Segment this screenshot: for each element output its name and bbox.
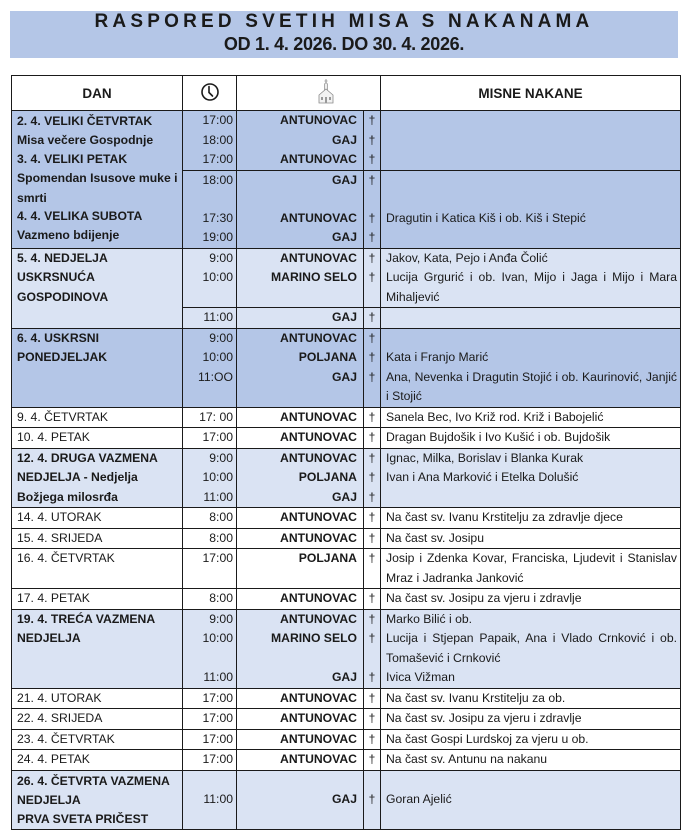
intention-cell: Ana, Nevenka i Dragutin Stojić i ob. Kaurinović, Janjić i Stojić — [381, 368, 681, 408]
intention-cell: Dragan Bujdošik i Ivo Kušić i ob. Bujdošik — [381, 428, 681, 449]
place-cell: ANTUNOVAC — [237, 407, 364, 428]
day-cell — [12, 549, 183, 589]
day-cell — [12, 770, 183, 829]
time-cell: 18:00 — [183, 170, 237, 209]
time-cell: 11:00 — [183, 488, 237, 508]
place-cell: ANTUNOVAC — [237, 448, 364, 468]
time-cell: 19:00 — [183, 228, 237, 248]
time-cell: 17:00 — [183, 428, 237, 449]
cross-icon: † — [364, 729, 381, 750]
time-cell: 11:00 — [183, 668, 237, 688]
cross-icon: † — [364, 468, 381, 488]
time-cell: 17:00 — [183, 549, 237, 589]
cross-icon: † — [364, 407, 381, 428]
table-row — [12, 609, 681, 629]
day-cell — [12, 729, 183, 750]
intention-cell: Goran Ajelić — [381, 770, 681, 829]
time-cell: 17:00 — [183, 688, 237, 709]
church-icon — [317, 79, 335, 108]
cross-icon: † — [364, 170, 381, 209]
day-cell — [12, 609, 183, 688]
table-row — [12, 688, 681, 709]
day-label: 17. 4. PETAK — [17, 591, 90, 605]
day-line: 4. 4. VELIKA SUBOTA — [17, 209, 143, 223]
time-cell: 18:00 — [183, 131, 237, 151]
place-cell: POLJANA — [237, 348, 364, 368]
table-row — [12, 709, 681, 730]
column-header-day: DAN — [12, 76, 183, 111]
place-cell: ANTUNOVAC — [237, 209, 364, 229]
day-label: 21. 4. UTORAK — [17, 690, 102, 705]
place-cell: POLJANA — [237, 468, 364, 488]
table-row — [12, 407, 681, 428]
time-cell: 17:00 — [183, 111, 237, 131]
place-cell: GAJ — [237, 131, 364, 151]
time-cell: 8:00 — [183, 528, 237, 549]
place-cell: ANTUNOVAC — [237, 248, 364, 268]
table-header-row — [12, 76, 681, 111]
day-cell — [12, 589, 183, 610]
cross-icon: † — [364, 448, 381, 468]
place-cell: ANTUNOVAC — [237, 428, 364, 449]
time-cell: 11:00 — [183, 308, 237, 329]
intention-cell — [381, 131, 681, 151]
day-cell — [12, 448, 183, 508]
day-cell — [12, 328, 183, 407]
time-cell: 10:00 — [183, 348, 237, 368]
time-cell: 8:00 — [183, 508, 237, 529]
place-cell: ANTUNOVAC — [237, 750, 364, 771]
time-cell: 9:00 — [183, 248, 237, 268]
place-cell: GAJ — [237, 228, 364, 248]
cross-icon: † — [364, 668, 381, 688]
cross-icon: † — [364, 688, 381, 709]
place-cell: GAJ — [237, 170, 364, 209]
table-row — [12, 508, 681, 529]
intention-cell: Kata i Franjo Marić — [381, 348, 681, 368]
title-banner — [10, 11, 678, 58]
intention-cell: Lucija Grgurić i ob. Ivan, Mijo i Jaga i Mijo i Mara Mihaljević — [381, 268, 681, 308]
column-header-place — [237, 76, 381, 111]
intention-cell: Na čast sv. Ivanu Krstitelju za zdravlje djece — [381, 508, 681, 529]
intention-cell: Na čast sv. Josipu — [381, 528, 681, 549]
place-cell: GAJ — [237, 770, 364, 829]
day-cell — [12, 508, 183, 529]
place-cell: GAJ — [237, 488, 364, 508]
intention-cell: Josip i Zdenka Kovar, Franciska, Ljudevit i Stanislav Mraz i Jadranka Janković — [381, 549, 681, 589]
intention-cell: Dragutin i Katica Kiš i ob. Kiš i Stepić — [381, 209, 681, 229]
time-cell: 17:00 — [183, 150, 237, 170]
time-cell: 17:00 — [183, 729, 237, 750]
table-row — [12, 248, 681, 268]
intention-cell: Na čast sv. Josipu za vjeru i zdravlje — [381, 709, 681, 730]
intention-cell — [381, 488, 681, 508]
place-cell: ANTUNOVAC — [237, 150, 364, 170]
intention-cell: Ivica Vižman — [381, 668, 681, 688]
table-row — [12, 528, 681, 549]
table-row — [12, 589, 681, 610]
table-row — [12, 549, 681, 589]
cross-icon: † — [364, 209, 381, 229]
day-label: 6. 4. USKRSNI PONEDJELJAK — [17, 330, 108, 364]
table-row — [12, 448, 681, 468]
day-cell — [12, 709, 183, 730]
place-cell: ANTUNOVAC — [237, 508, 364, 529]
time-cell: 9:00 — [183, 609, 237, 629]
cross-icon: † — [364, 248, 381, 268]
table-row — [12, 750, 681, 771]
time-cell: 10:00 — [183, 468, 237, 488]
day-line: PRVA SVETA PRIČEST — [17, 811, 149, 826]
day-label: 19. 4. TREĆA VAZMENA NEDJELJA — [17, 611, 155, 645]
day-label: 14. 4. UTORAK — [17, 510, 102, 524]
place-cell: ANTUNOVAC — [237, 609, 364, 629]
day-label: 16. 4. ČETVRTAK — [17, 551, 115, 565]
place-cell: GAJ — [237, 668, 364, 688]
day-cell — [12, 407, 183, 428]
day-line: Vazmeno bdijenje — [17, 228, 120, 242]
intention-cell — [381, 111, 681, 131]
cross-icon: † — [364, 609, 381, 629]
day-line: 26. 4. ČETVRTA VAZMENA — [17, 773, 170, 788]
day-cell — [12, 248, 183, 328]
day-line: Spomendan Isusove muke i smrti — [17, 171, 178, 205]
day-cell — [12, 111, 183, 249]
day-label: 15. 4. SRIJEDA — [17, 530, 103, 545]
cross-icon: † — [364, 528, 381, 549]
cross-icon: † — [364, 770, 381, 829]
day-line: 2. 4. VELIKI ČETVRTAK — [17, 114, 153, 128]
cross-icon: † — [364, 368, 381, 408]
day-cell — [12, 750, 183, 771]
time-cell: 11:OO — [183, 368, 237, 408]
place-cell: ANTUNOVAC — [237, 528, 364, 549]
time-cell: 10:00 — [183, 268, 237, 308]
day-cell — [12, 688, 183, 709]
day-line: NEDJELJA — [17, 792, 81, 807]
time-cell: 17: 00 — [183, 407, 237, 428]
time-cell: 9:00 — [183, 448, 237, 468]
intention-cell — [381, 328, 681, 348]
cross-icon: † — [364, 348, 381, 368]
day-cell — [12, 428, 183, 449]
place-cell: GAJ — [237, 368, 364, 408]
cross-icon: † — [364, 268, 381, 308]
intention-cell: Marko Bilić i ob. — [381, 609, 681, 629]
place-cell: ANTUNOVAC — [237, 709, 364, 730]
intention-cell: Ivan i Ana Marković i Etelka Dolušić — [381, 468, 681, 488]
cross-icon: † — [364, 629, 381, 668]
day-label: 9. 4. ČETVRTAK — [17, 409, 108, 424]
page-title: RASPORED SVETIH MISA S NAKANAMA — [94, 11, 594, 32]
cross-icon: † — [364, 131, 381, 151]
cross-icon: † — [364, 111, 381, 131]
cross-icon: † — [364, 709, 381, 730]
place-cell: MARINO SELO — [237, 268, 364, 308]
table-row — [12, 428, 681, 449]
time-cell: 8:00 — [183, 589, 237, 610]
intention-cell — [381, 308, 681, 329]
place-cell: ANTUNOVAC — [237, 729, 364, 750]
day-label: 10. 4. PETAK — [17, 430, 90, 444]
intention-cell — [381, 170, 681, 209]
cross-icon: † — [364, 428, 381, 449]
table-row — [12, 111, 681, 131]
time-cell: 17:00 — [183, 750, 237, 771]
cross-icon: † — [364, 549, 381, 589]
table-row — [12, 729, 681, 750]
place-cell: ANTUNOVAC — [237, 111, 364, 131]
day-label: 12. 4. DRUGA VAZMENA NEDJELJA - Nedjelja Božjega milosrđa — [17, 450, 158, 504]
cross-icon: † — [364, 750, 381, 771]
intention-cell: Na čast sv. Josipu za vjeru i zdravlje — [381, 589, 681, 610]
intention-cell: Sanela Bec, Ivo Križ rod. Križ i Babojelić — [381, 407, 681, 428]
place-cell: ANTUNOVAC — [237, 589, 364, 610]
time-cell: 10:00 — [183, 629, 237, 668]
date-range: OD 1. 4. 2026. DO 30. 4. 2026. — [223, 34, 465, 54]
place-cell: MARINO SELO — [237, 629, 364, 668]
cross-icon: † — [364, 308, 381, 329]
time-cell: 11:00 — [183, 770, 237, 829]
intention-cell: Na čast sv. Ivanu Krstitelju za ob. — [381, 688, 681, 709]
time-cell: 17:30 — [183, 209, 237, 229]
column-header-intentions: MISNE NAKANE — [381, 76, 681, 111]
day-label: 5. 4. NEDJELJA USKRSNUĆA GOSPODINOVA — [17, 250, 109, 304]
day-line: Misa večere Gospodnje — [17, 133, 154, 147]
time-cell: 17:00 — [183, 709, 237, 730]
place-cell: POLJANA — [237, 549, 364, 589]
intention-cell — [381, 228, 681, 248]
cross-icon: † — [364, 508, 381, 529]
column-header-time — [183, 76, 237, 111]
day-label: 24. 4. PETAK — [17, 752, 90, 766]
intention-cell: Ignac, Milka, Borislav i Blanka Kurak — [381, 448, 681, 468]
place-cell: GAJ — [237, 308, 364, 329]
intention-cell: Jakov, Kata, Pejo i Anđa Čolić — [381, 248, 681, 268]
day-label: 22. 4. SRIJEDA — [17, 711, 103, 725]
cross-icon: † — [364, 228, 381, 248]
intention-cell: Lucija i Stjepan Papaik, Ana i Vlado Crnković i ob. Tomašević i Crnković — [381, 629, 681, 668]
intention-cell: Na čast sv. Antunu na nakanu — [381, 750, 681, 771]
intention-cell — [381, 150, 681, 170]
place-cell: ANTUNOVAC — [237, 328, 364, 348]
clock-icon — [200, 90, 220, 105]
day-line: 3. 4. VELIKI PETAK — [17, 152, 128, 166]
cross-icon: † — [364, 150, 381, 170]
cross-icon: † — [364, 488, 381, 508]
cross-icon: † — [364, 589, 381, 610]
day-label: 23. 4. ČETVRTAK — [17, 731, 115, 746]
day-cell — [12, 528, 183, 549]
time-cell: 9:00 — [183, 328, 237, 348]
table-row — [12, 328, 681, 348]
intention-cell: Na čast Gospi Lurdskoj za vjeru u ob. — [381, 729, 681, 750]
place-cell: ANTUNOVAC — [237, 688, 364, 709]
mass-schedule-table — [11, 75, 681, 830]
table-row — [12, 770, 681, 829]
cross-icon: † — [364, 328, 381, 348]
